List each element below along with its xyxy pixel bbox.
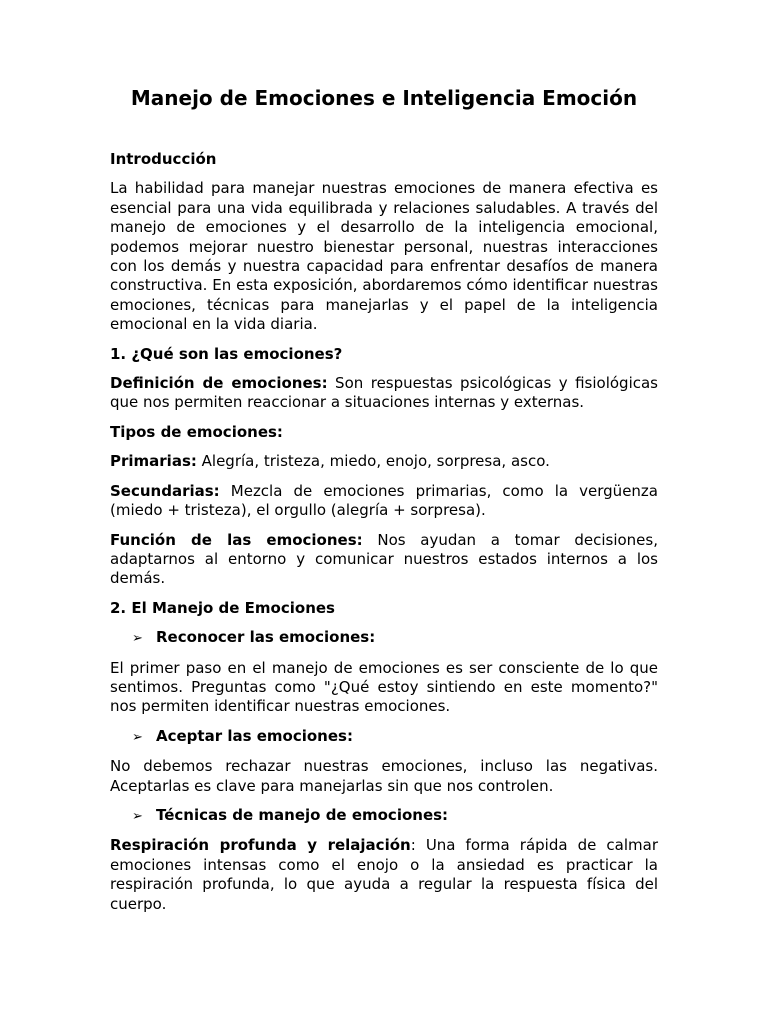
definition-label: Definición de emociones: (110, 374, 328, 393)
bullet-accept (132, 727, 658, 747)
techniques-label: Técnicas de manejo de emociones: (156, 805, 449, 824)
intro-paragraph: La habilidad para manejar nuestras emociones de manera efectiva es esencial para una vida equilibrada y relaciones saludables. A través del manejo de emociones y el desarrollo de la inteligencia emocional, podemos mejorar nuestro bienestar personal, nuestras interacciones con los demás y nuestra capacidad para enfrentar desafíos de manera constructiva. En esta exposición, abordaremos cómo identificar nuestras emociones, técnicas para manejarlas y el papel de la inteligencia emocional en la vida diaria. (110, 179, 658, 334)
types-heading: Tipos de emociones: (110, 422, 283, 441)
recognize-paragraph: El primer paso en el manejo de emociones es ser consciente de lo que sentimos. Preguntas como "¿Qué estoy sintiendo en este momento?" nos permiten identificar nuestras emociones. (110, 658, 658, 716)
arrow-bullet-icon: ➢ (132, 631, 143, 647)
function-paragraph (110, 531, 658, 589)
breathing-label: Respiración profunda y relajación (110, 836, 411, 855)
breathing-paragraph (110, 836, 658, 914)
function-label: Función de las emociones: (110, 530, 363, 549)
arrow-bullet-icon: ➢ (132, 729, 143, 745)
primary-label: Primarias: (110, 452, 197, 471)
primary-text: Alegría, tristeza, miedo, enojo, sorpresa, asco. (196, 452, 550, 471)
recognize-label: Reconocer las emociones: (156, 628, 376, 647)
section-2-heading: 2. El Manejo de Emociones (110, 598, 335, 617)
intro-heading: Introducción (110, 150, 217, 168)
breathing-text: : Una forma rápida de calmar emociones intensas como el enojo o la ansiedad es practicar la respiración profunda, lo que ayuda a regular la respuesta física del cuerpo. (110, 836, 659, 913)
definition-text: Son respuestas psicológicas y fisiológicas que nos permiten reaccionar a situaciones internas y externas. (110, 374, 658, 412)
accept-label: Aceptar las emociones: (156, 726, 353, 745)
document-page (110, 84, 658, 914)
arrow-bullet-icon: ➢ (132, 808, 143, 824)
secondary-label: Secundarias: (110, 481, 220, 500)
bullet-recognize (132, 628, 658, 648)
function-text: Nos ayudan a tomar decisiones, adaptarnos al entorno y comunicar nuestros estados internos a los demás. (110, 530, 658, 588)
section-1-heading: 1. ¿Qué son las emociones? (110, 344, 343, 363)
secondary-emotions-paragraph (110, 482, 658, 521)
primary-emotions-paragraph (110, 452, 658, 471)
secondary-text: Mezcla de emociones primarias, como la vergüenza (miedo + tristeza), el orgullo (alegría + sorpresa). (110, 481, 658, 520)
accept-paragraph: No debemos rechazar nuestras emociones, incluso las negativas. Aceptarlas es clave para manejarlas sin que nos controlen. (110, 757, 658, 795)
document-title: Manejo de Emociones e Inteligencia Emoción (130, 86, 638, 110)
definition-paragraph (110, 374, 658, 413)
bullet-techniques (132, 806, 658, 826)
